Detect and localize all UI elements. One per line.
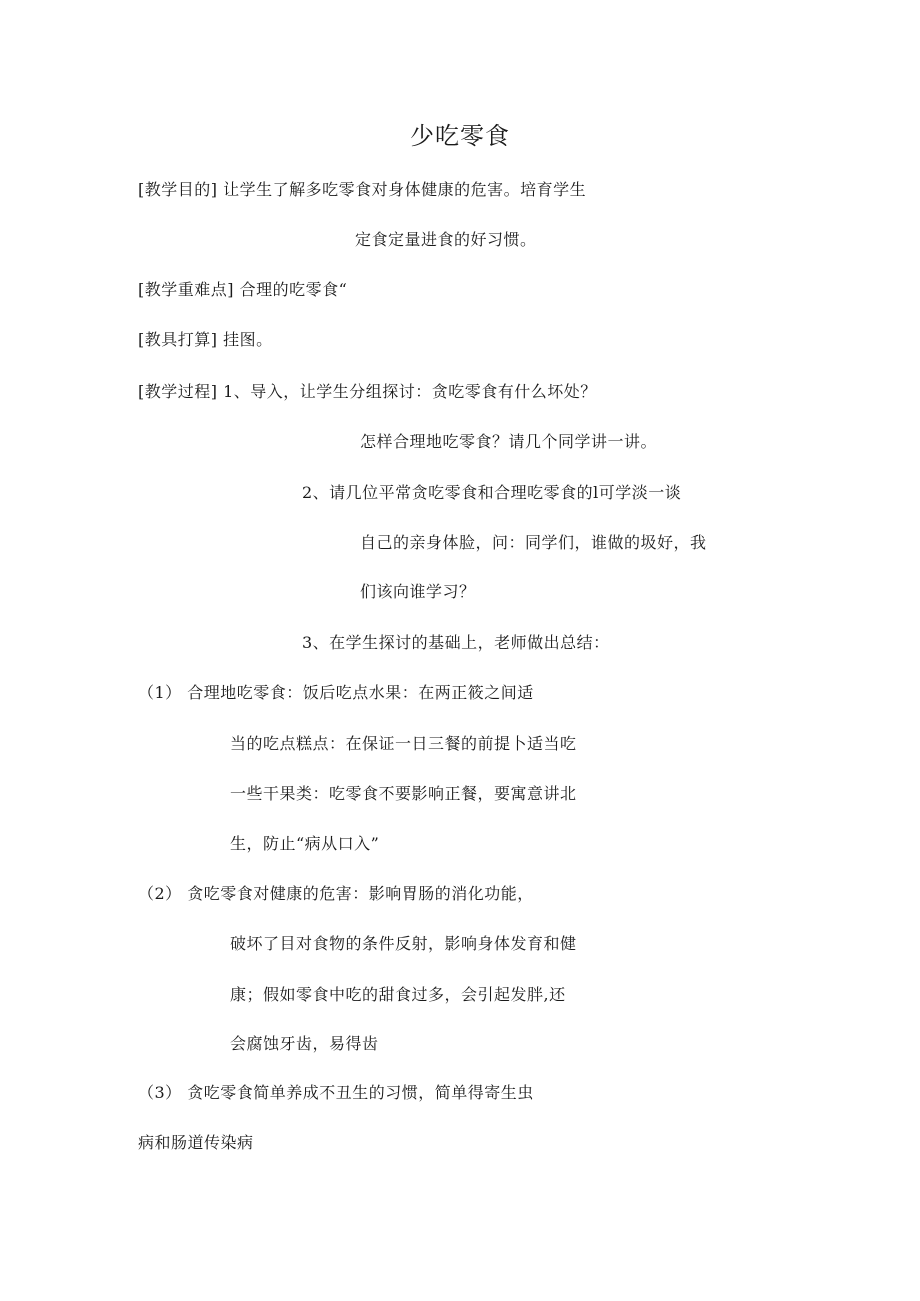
process-step-1-line-2: 怎样合理地吃零食？请几个同学讲一讲。 xyxy=(360,432,658,451)
process-step-2-line-2: 自己的亲身体脸，问：同学们，谁做的圾好，我 xyxy=(360,533,707,552)
key-points-line: [教学重难点] 合理的吃零食“ xyxy=(138,280,348,299)
summary-item-3-line-1: （3） 贪吃零食简单养成不丑生的习惯，简单得寄生虫 xyxy=(138,1083,534,1102)
objective-line-1: [教学目的] 让学生了解多吃零食对身体健康的危害。培育学生 xyxy=(138,180,587,199)
summary-item-1-line-2: 当的吃点糕点：在保证一日三餐的前提卜适当吃 xyxy=(230,734,577,753)
process-step-2-line-1: 2、请几位平常贪吃零食和合理吃零食的l可学淡一谈 xyxy=(302,483,682,502)
summary-item-1-line-1: （1） 合理地吃零食：饭后吃点水果：在两正筱之间适 xyxy=(138,683,534,702)
process-step-1-line-1: [教学过程] 1、导入，让学生分组探讨：贪吃零食有什么坏处？ xyxy=(138,382,597,401)
summary-item-1-line-3: 一些干果类：吃零食不要影响正餐，要寓意讲北 xyxy=(230,784,577,803)
summary-item-2-line-1: （2） 贪吃零食对健康的危害：影响胃肠的消化功能， xyxy=(138,884,534,903)
process-step-3-line: 3、在学生探讨的基础上，老师做出总结： xyxy=(302,633,610,652)
summary-item-1-line-4: 生，防止“病从口入” xyxy=(230,834,380,853)
summary-item-2-line-3: 康；假如零食中吃的甜食过多，会引起发胖,还 xyxy=(230,985,566,1004)
objective-line-2: 定食定量进食的好习惯。 xyxy=(355,230,537,249)
document-title: 少吃零食 xyxy=(410,122,510,150)
summary-item-3-line-2: 病和肠道传染病 xyxy=(138,1133,254,1152)
summary-item-2-line-4: 会腐蚀牙齿，易得齿 xyxy=(230,1034,379,1053)
process-step-2-line-3: 们该向谁学习？ xyxy=(360,582,476,601)
summary-item-2-line-2: 破坏了目对食物的条件反射，影响身体发育和健 xyxy=(230,934,577,953)
teaching-aids-line: [教具打算] 挂图。 xyxy=(138,330,273,349)
